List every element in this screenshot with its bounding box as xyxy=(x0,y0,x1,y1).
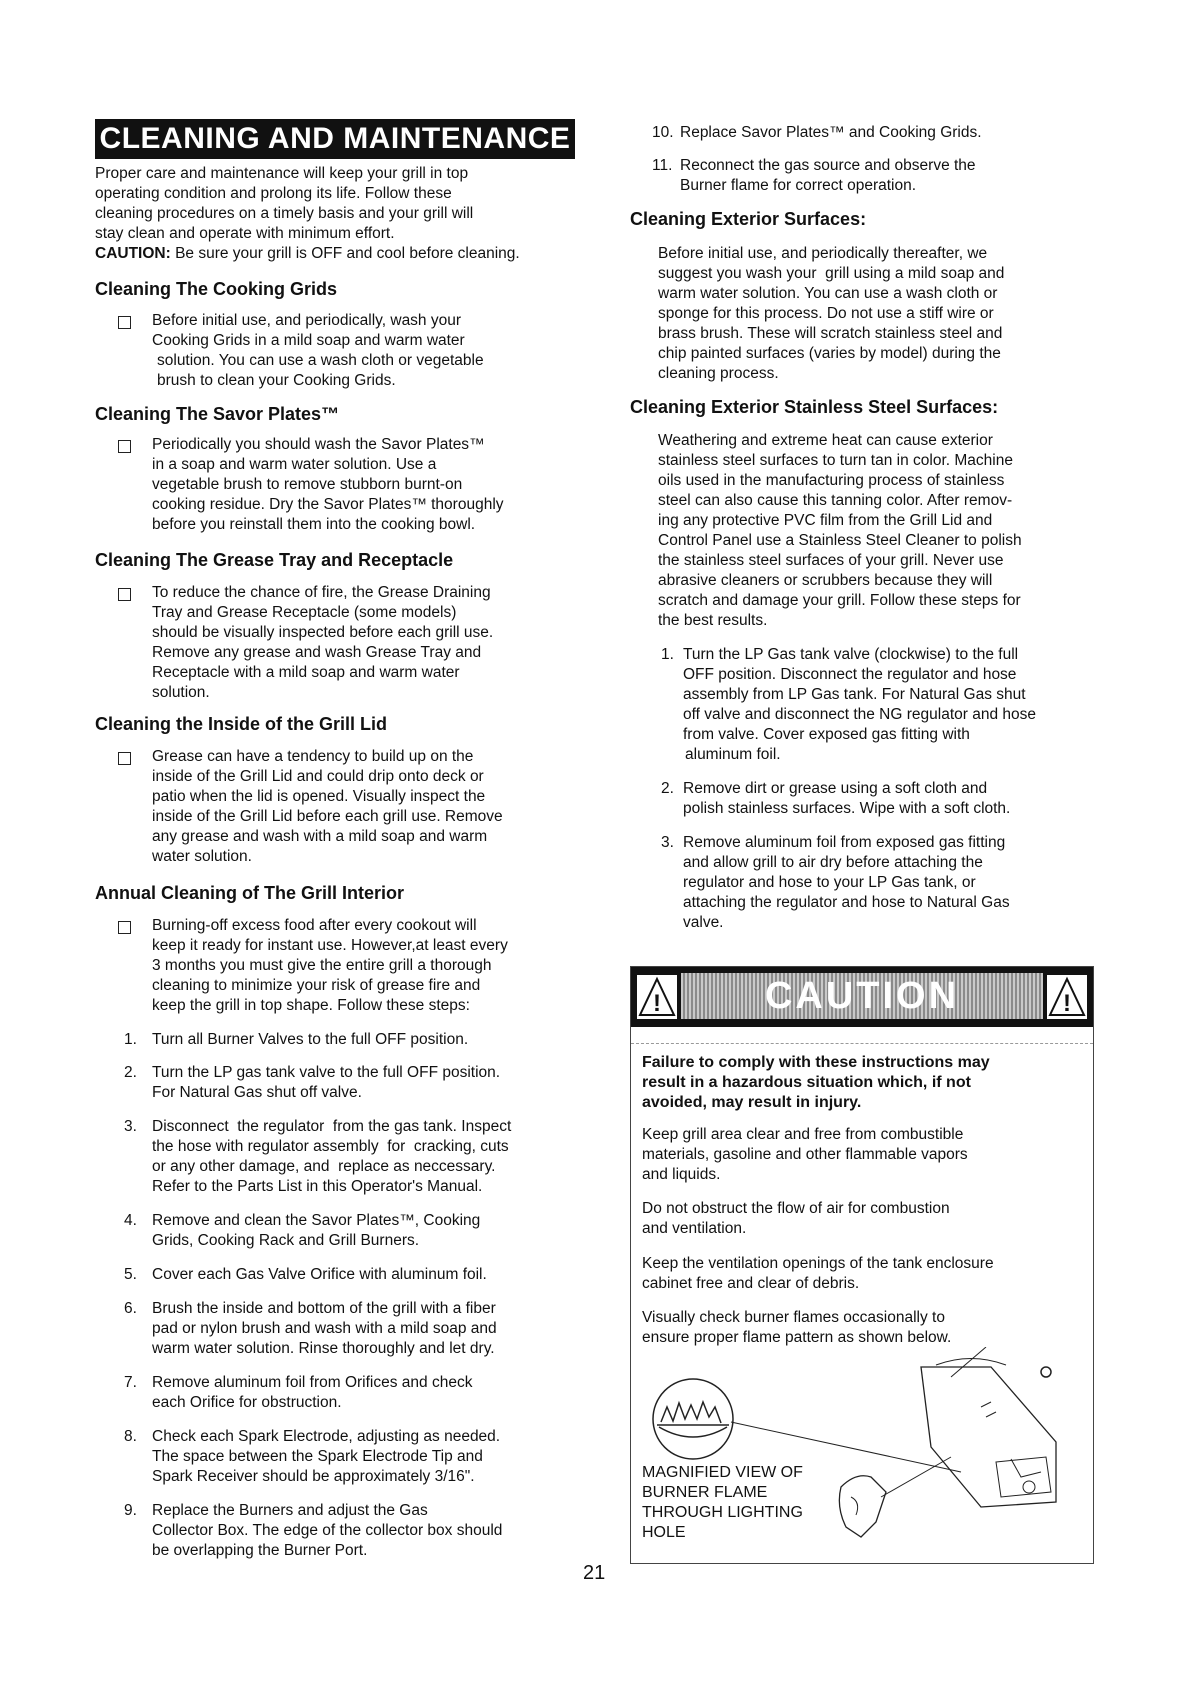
text-line: keep the grill in top shape. Follow these steps: xyxy=(152,997,470,1014)
step-text: each Orifice for obstruction. xyxy=(152,1394,342,1411)
checkbox-icon xyxy=(118,921,131,934)
text-line: cooking residue. Dry the Savor Plates™ thoroughly xyxy=(152,496,504,513)
burner-flame-diagram xyxy=(651,1347,1081,1557)
text-line: cleaning process. xyxy=(658,365,779,382)
caution-note-label: CAUTION: xyxy=(95,245,171,262)
checkbox-icon xyxy=(118,752,131,765)
text-line: sponge for this process. Do not use a stiff wire or xyxy=(658,305,994,322)
text-line: in a soap and warm water solution. Use a xyxy=(152,456,437,473)
caution-paragraph: Keep the ventilation openings of the tank enclosure xyxy=(642,1255,994,1272)
text-line: chip painted surfaces (varies by model) during the xyxy=(658,345,1001,362)
text-line: Before initial use, and periodically, wash your xyxy=(152,312,462,329)
caution-paragraph: materials, gasoline and other flammable vapors xyxy=(642,1146,968,1163)
step-text: OFF position. Disconnect the regulator and hose xyxy=(683,666,1017,683)
step-text: The space between the Spark Electrode Tip and xyxy=(152,1448,483,1465)
heading-grill-lid: Cleaning the Inside of the Grill Lid xyxy=(95,714,388,734)
step-number: 3. xyxy=(124,1118,137,1135)
text-line: solution. xyxy=(152,684,210,701)
checkbox-icon xyxy=(118,316,131,329)
caution-title: CAUTION xyxy=(764,975,960,1017)
heading-cooking-grids: Cleaning The Cooking Grids xyxy=(95,279,338,299)
step-text: be overlapping the Burner Port. xyxy=(152,1542,368,1559)
text-line: suggest you wash your grill using a mild soap and xyxy=(658,265,1005,282)
text-line: any grease and wash with a mild soap and warm xyxy=(152,828,488,845)
caution-paragraph: and liquids. xyxy=(642,1166,721,1183)
text-line: Burning-off excess food after every cookout will xyxy=(152,917,477,934)
heading-exterior-surfaces: Cleaning Exterior Surfaces: xyxy=(630,209,867,229)
heading-stainless-steel: Cleaning Exterior Stainless Steel Surfaces: xyxy=(630,397,999,417)
diagram-label: BURNER FLAME xyxy=(642,1484,768,1501)
step-text: Remove aluminum foil from Orifices and check xyxy=(152,1374,473,1391)
text-line: should be visually inspected before each grill use. xyxy=(152,624,494,641)
text-line: stainless steel surfaces to turn tan in color. Machine xyxy=(658,452,1013,469)
step-number: 9. xyxy=(124,1502,137,1519)
text-line: ing any protective PVC film from the Grill Lid and xyxy=(658,512,993,529)
text-line: vegetable brush to remove stubborn burnt-on xyxy=(152,476,463,493)
caution-box xyxy=(630,966,1094,1564)
svg-text:!: ! xyxy=(1063,990,1071,1017)
step-number: 8. xyxy=(124,1428,137,1445)
text-line: Control Panel use a Stainless Steel Cleaner to polish xyxy=(658,532,1022,549)
step-text: Remove aluminum foil from exposed gas fitting xyxy=(683,834,1006,851)
text-line: before you reinstall them into the cooking bowl. xyxy=(152,516,476,533)
checkbox-icon xyxy=(118,588,131,601)
checkbox-icon xyxy=(118,440,131,453)
step-number: 6. xyxy=(124,1300,137,1317)
step-text: Replace the Burners and adjust the Gas xyxy=(152,1502,428,1519)
intro-line: operating condition and prolong its life. Follow these xyxy=(95,185,452,202)
step-text: Grids, Cooking Rack and Grill Burners. xyxy=(152,1232,420,1249)
step-text: Turn the LP Gas tank valve (clockwise) to the full xyxy=(683,646,1019,663)
heading-annual-cleaning: Annual Cleaning of The Grill Interior xyxy=(95,883,405,903)
step-number: 11. xyxy=(652,157,673,174)
step-text: Brush the inside and bottom of the grill with a fiber xyxy=(152,1300,496,1317)
intro-line: stay clean and operate with minimum effort. xyxy=(95,225,395,242)
text-line: To reduce the chance of fire, the Grease Draining xyxy=(152,584,491,601)
step-text: pad or nylon brush and wash with a mild soap and xyxy=(152,1320,497,1337)
text-line: Remove any grease and wash Grease Tray and xyxy=(152,644,482,661)
caution-header xyxy=(631,967,1093,1027)
step-text: Refer to the Parts List in this Operator's Manual. xyxy=(152,1178,483,1195)
step-text: For Natural Gas shut off valve. xyxy=(152,1084,362,1101)
text-line: patio when the lid is opened. Visually inspect the xyxy=(152,788,486,805)
text-line: oils used in the manufacturing process of stainless xyxy=(658,472,1005,489)
warning-text: Failure to comply with these instructions may xyxy=(642,1054,990,1071)
step-text: Collector Box. The edge of the collector box should xyxy=(152,1522,503,1539)
step-number: 3. xyxy=(661,834,674,851)
heading-savor-plates: Cleaning The Savor Plates™ xyxy=(95,404,340,424)
text-line: water solution. xyxy=(152,848,252,865)
text-line: steel can also cause this tanning color. After remov- xyxy=(658,492,1013,509)
step-number: 7. xyxy=(124,1374,137,1391)
text-line: 3 months you must give the entire grill a thorough xyxy=(152,957,492,974)
step-text: Remove dirt or grease using a soft cloth and xyxy=(683,780,988,797)
text-line: scratch and damage your grill. Follow these steps for xyxy=(658,592,1021,609)
warning-text: result in a hazardous situation which, if not xyxy=(642,1074,971,1091)
step-text: and allow grill to air dry before attaching the xyxy=(683,854,983,871)
divider xyxy=(631,1043,1093,1044)
diagram-label: HOLE xyxy=(642,1524,686,1541)
text-line: Cooking Grids in a mild soap and warm water xyxy=(152,332,465,349)
step-text: Cover each Gas Valve Orifice with aluminum foil. xyxy=(152,1266,487,1283)
step-number: 2. xyxy=(124,1064,137,1081)
heading-grease-tray: Cleaning The Grease Tray and Receptacle xyxy=(95,550,454,570)
text-line: warm water solution. You can use a wash cloth or xyxy=(658,285,998,302)
intro-line: cleaning procedures on a timely basis and your grill will xyxy=(95,205,474,222)
text-line: cleaning to minimize your risk of grease fire and xyxy=(152,977,481,994)
step-text: Check each Spark Electrode, adjusting as needed. xyxy=(152,1428,501,1445)
step-text: Remove and clean the Savor Plates™, Cooking xyxy=(152,1212,481,1229)
text-line: Grease can have a tendency to build up on the xyxy=(152,748,474,765)
step-text: the hose with regulator assembly for cracking, cuts xyxy=(152,1138,509,1155)
text-line: Tray and Grease Receptacle (some models) xyxy=(152,604,457,621)
caution-paragraph: Visually check burner flames occasionally to xyxy=(642,1309,945,1326)
section-banner: CLEANING AND MAINTENANCE xyxy=(95,119,575,159)
step-text: off valve and disconnect the NG regulator and hose xyxy=(683,706,1036,723)
text-line: abrasive cleaners or scrubbers because they will xyxy=(658,572,993,589)
text-line: the best results. xyxy=(658,612,768,629)
page-number: 21 xyxy=(583,1562,606,1584)
caution-paragraph: cabinet free and clear of debris. xyxy=(642,1275,860,1292)
step-text: polish stainless surfaces. Wipe with a soft cloth. xyxy=(683,800,1011,817)
hand-icon xyxy=(839,1476,886,1537)
step-number: 5. xyxy=(124,1266,137,1283)
intro-line: Proper care and maintenance will keep your grill in top xyxy=(95,165,469,182)
warning-text: avoided, may result in injury. xyxy=(642,1094,862,1111)
step-text: assembly from LP Gas tank. For Natural Gas shut xyxy=(683,686,1026,703)
caution-note-text: Be sure your grill is OFF and cool before cleaning. xyxy=(170,245,520,262)
text-line: Receptacle with a mild soap and warm water xyxy=(152,664,460,681)
step-text: valve. xyxy=(683,914,724,931)
step-text: Reconnect the gas source and observe the xyxy=(680,157,976,174)
caution-paragraph: Do not obstruct the flow of air for combustion xyxy=(642,1200,950,1217)
step-text: Burner flame for correct operation. xyxy=(680,177,917,194)
step-number: 1. xyxy=(661,646,674,663)
caution-paragraph: ensure proper flame pattern as shown below. xyxy=(642,1329,952,1346)
diagram-label: THROUGH LIGHTING xyxy=(642,1504,803,1521)
text-line: the stainless steel surfaces of your grill. Never use xyxy=(658,552,1004,569)
text-line: Before initial use, and periodically thereafter, we xyxy=(658,245,988,262)
step-text: Replace Savor Plates™ and Cooking Grids. xyxy=(680,124,982,141)
text-line: inside of the Grill Lid and could drip onto deck or xyxy=(152,768,484,785)
step-text: aluminum foil. xyxy=(685,746,781,763)
step-text: regulator and hose to your LP Gas tank, or xyxy=(683,874,976,891)
grill-outline xyxy=(921,1367,1056,1507)
flame-shape xyxy=(661,1402,721,1423)
text-line: brush to clean your Cooking Grids. xyxy=(157,372,396,389)
step-text: warm water solution. Rinse thoroughly and let dry. xyxy=(152,1340,495,1357)
step-number: 1. xyxy=(124,1031,137,1048)
step-text: Turn all Burner Valves to the full OFF position. xyxy=(152,1031,469,1048)
step-number: 4. xyxy=(124,1212,137,1229)
caution-paragraph: Keep grill area clear and free from combustible xyxy=(642,1126,964,1143)
magnifier-circle xyxy=(653,1379,733,1459)
text-line: inside of the Grill Lid before each grill use. Remove xyxy=(152,808,503,825)
text-line: solution. You can use a wash cloth or vegetable xyxy=(157,352,484,369)
text-line: Periodically you should wash the Savor Plates™ xyxy=(152,436,485,453)
step-text: from valve. Cover exposed gas fitting with xyxy=(683,726,970,743)
text-line: keep it ready for instant use. However,at least every xyxy=(152,937,508,954)
step-text: Spark Receiver should be approximately 3/16". xyxy=(152,1468,475,1485)
step-text: Turn the LP gas tank valve to the full OFF position. xyxy=(152,1064,501,1081)
step-text: Disconnect the regulator from the gas tank. Inspect xyxy=(152,1118,512,1135)
diagram-label: MAGNIFIED VIEW OF xyxy=(642,1464,803,1481)
text-line: Weathering and extreme heat can cause exterior xyxy=(658,432,993,449)
step-text: attaching the regulator and hose to Natural Gas xyxy=(683,894,1010,911)
step-number: 10. xyxy=(652,124,674,141)
warning-triangle-icon xyxy=(1047,975,1087,1019)
step-text: or any other damage, and replace as neccessary. xyxy=(152,1158,496,1175)
text-line: brass brush. These will scratch stainless steel and xyxy=(658,325,1003,342)
svg-text:!: ! xyxy=(653,990,661,1017)
step-number: 2. xyxy=(661,780,674,797)
caution-paragraph: and ventilation. xyxy=(642,1220,747,1237)
caution-note xyxy=(95,244,520,264)
